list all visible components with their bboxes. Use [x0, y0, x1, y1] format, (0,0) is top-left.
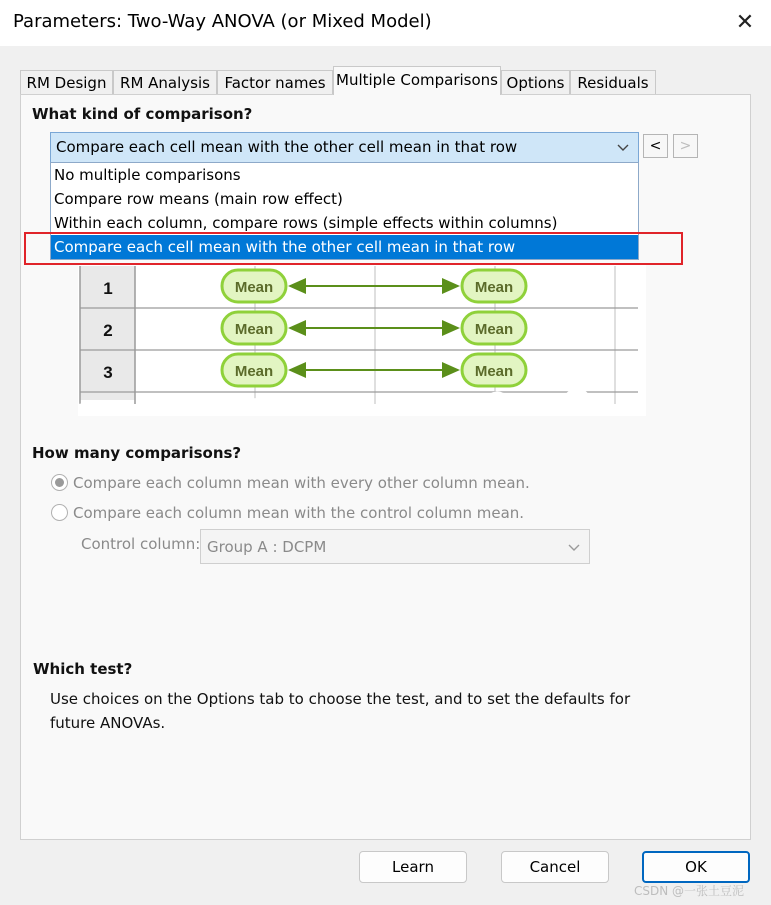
- which-test-text-line1: Use choices on the Options tab to choose the test, and to set the defaults for: [50, 690, 631, 708]
- ok-button[interactable]: OK: [642, 851, 750, 883]
- which-test-text-line2: future ANOVAs.: [50, 714, 166, 732]
- close-icon[interactable]: ✕: [735, 10, 755, 35]
- learn-button[interactable]: Learn: [359, 851, 467, 883]
- row-label: 2: [103, 321, 113, 340]
- mean-label: Mean: [234, 279, 274, 296]
- title-bar: [0, 0, 771, 46]
- tab-rm-design[interactable]: [20, 70, 113, 94]
- mean-label: Mean: [234, 363, 274, 380]
- row-label: 3: [103, 363, 113, 382]
- highlight-annotation-box: [24, 232, 683, 265]
- tab-label: Multiple Comparisons: [336, 71, 498, 89]
- dropdown-option[interactable]: Within each column, compare rows (simple effects within columns): [54, 214, 558, 232]
- comparison-illustration: [78, 264, 646, 416]
- window-title: Parameters: Two-Way ANOVA (or Mixed Model): [13, 11, 432, 32]
- mean-label: Mean: [234, 321, 274, 338]
- next-button[interactable]: >: [673, 134, 698, 158]
- tab-label: Residuals: [577, 74, 649, 92]
- chevron-down-icon: [567, 540, 581, 554]
- control-column-select[interactable]: [200, 529, 590, 564]
- radio-control-column[interactable]: [51, 504, 68, 521]
- dropdown-option[interactable]: No multiple comparisons: [54, 166, 241, 184]
- mean-label: Mean: [474, 321, 514, 338]
- watermark-text: CSDN @一张土豆泥: [634, 884, 745, 898]
- tab-label: Factor names: [224, 74, 326, 92]
- control-column-value: Group A : DCPM: [207, 538, 327, 556]
- how-many-heading: How many comparisons?: [32, 444, 242, 462]
- tab-rm-analysis[interactable]: [113, 70, 217, 94]
- chevron-down-icon: [616, 140, 630, 154]
- comparison-select[interactable]: [50, 132, 639, 163]
- tab-label: RM Analysis: [120, 74, 210, 92]
- tab-label: Options: [506, 74, 565, 92]
- tab-residuals[interactable]: [570, 70, 656, 94]
- cancel-button[interactable]: Cancel: [501, 851, 609, 883]
- radio-label: Compare each column mean with every other column mean.: [73, 474, 530, 492]
- dropdown-option-selected[interactable]: Compare each cell mean with the other cell mean in that row: [51, 235, 638, 259]
- tab-options[interactable]: [501, 70, 570, 94]
- tab-multiple-comparisons[interactable]: [333, 66, 501, 95]
- tab-factor-names[interactable]: [217, 70, 333, 94]
- tab-label: RM Design: [26, 74, 107, 92]
- dropdown-option[interactable]: Compare row means (main row effect): [54, 190, 343, 208]
- comparison-heading: What kind of comparison?: [32, 105, 253, 123]
- mean-label: Mean: [474, 279, 514, 296]
- row-label: 1: [103, 279, 113, 298]
- radio-every-other-column[interactable]: [51, 474, 68, 491]
- mean-label: Mean: [474, 363, 514, 380]
- radio-label: Compare each column mean with the control column mean.: [73, 504, 525, 522]
- comparison-select-value: Compare each cell mean with the other cell mean in that row: [56, 138, 518, 156]
- previous-button[interactable]: <: [643, 134, 668, 158]
- control-column-label: Control column:: [81, 535, 201, 553]
- which-test-heading: Which test?: [33, 660, 133, 678]
